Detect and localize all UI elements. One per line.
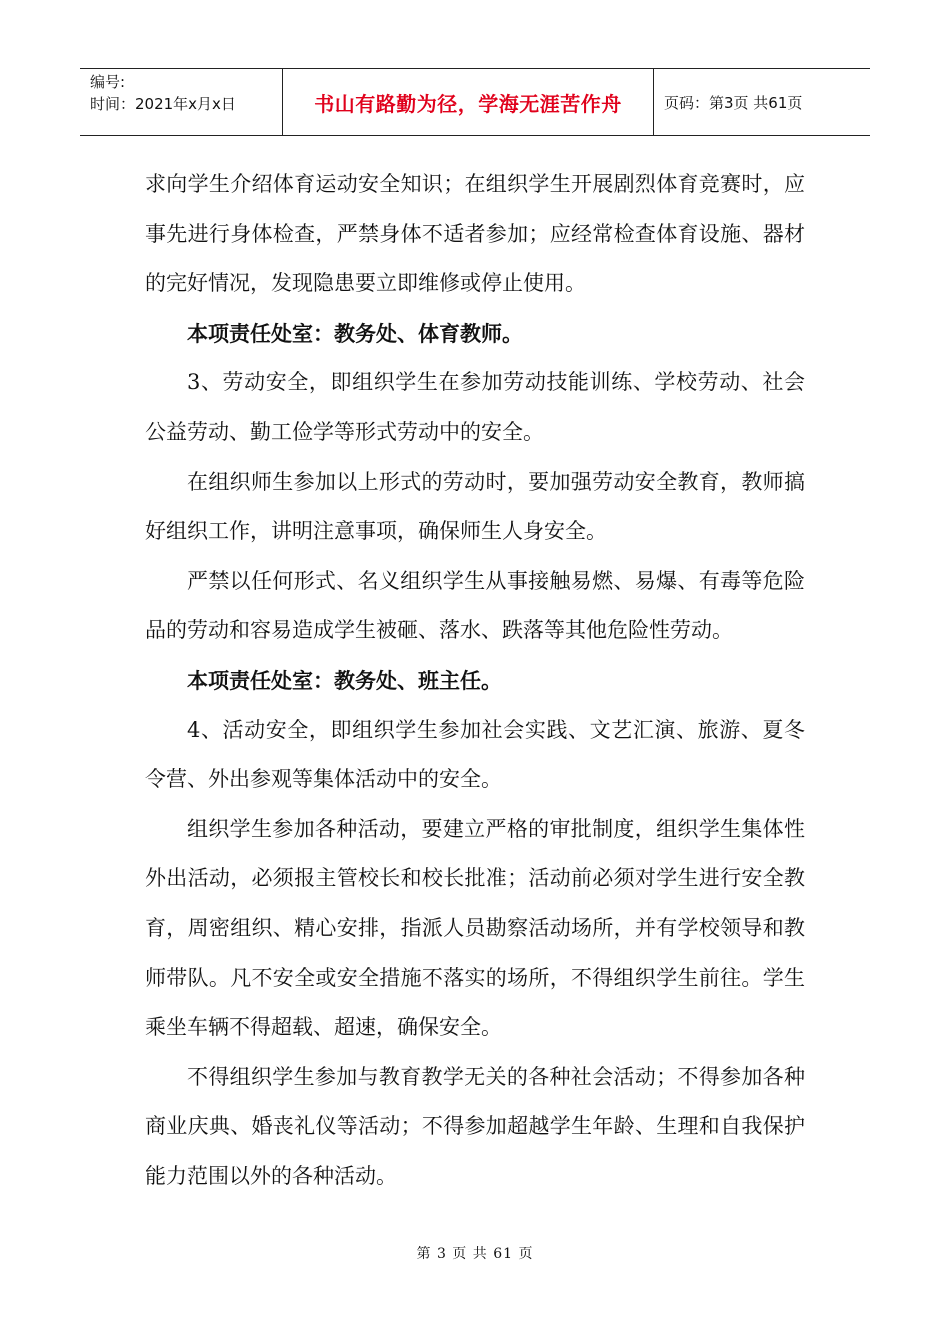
paragraph: 3、劳动安全，即组织学生在参加劳动技能训练、学校劳动、社会公益劳动、勤工俭学等形式劳动中的安全。	[145, 370, 805, 444]
document-time-label: 时间：2021年x月x日	[90, 95, 236, 113]
page-footer: 第 3 页 共 61 页	[416, 1246, 534, 1262]
document-body	[145, 160, 805, 1201]
header-page-info: 页码：第3页 共61页	[664, 93, 803, 112]
page-header	[80, 68, 870, 136]
header-motto: 书山有路勤为径，学海无涯苦作舟	[283, 69, 654, 135]
paragraph: 本项责任处室：教务处、班主任。	[187, 667, 502, 693]
paragraph: 不得组织学生参加与教育教学无关的各种社会活动；不得参加各种商业庆典、婚丧礼仪等活动；不得参加超越学生年龄、生理和自我保护能力范围以外的各种活动。	[145, 1064, 805, 1188]
paragraph: 求向学生介绍体育运动安全知识；在组织学生开展剧烈体育竞赛时，应事先进行身体检查，严禁身体不适者参加；应经常检查体育设施、器材的完好情况，发现隐患要立即维修或停止使用。	[145, 172, 805, 296]
header-info-cell	[80, 69, 283, 135]
paragraph: 组织学生参加各种活动，要建立严格的审批制度，组织学生集体性外出活动，必须报主管校长和校长批准；活动前必须对学生进行安全教育，周密组织、精心安排，指派人员勘察活动场所，并有学校领导和教师带队。凡不安全或安全措施不落实的场所，不得组织学生前往。学生乘坐车辆不得超载、超速，确保安全。	[145, 816, 805, 1040]
paragraph: 4、活动安全，即组织学生参加社会实践、文艺汇演、旅游、夏冬令营、外出参观等集体活动中的安全。	[145, 717, 805, 792]
paragraph: 严禁以任何形式、名义组织学生从事接触易燃、易爆、有毒等危险品的劳动和容易造成学生被砸、落水、跌落等其他危险性劳动。	[145, 568, 805, 643]
paragraph: 本项责任处室：教务处、体育教师。	[187, 320, 523, 346]
paragraph: 在组织师生参加以上形式的劳动时，要加强劳动安全教育，教师搞好组织工作，讲明注意事项，确保师生人身安全。	[145, 469, 805, 544]
document-number-label: 编号:	[90, 73, 126, 91]
